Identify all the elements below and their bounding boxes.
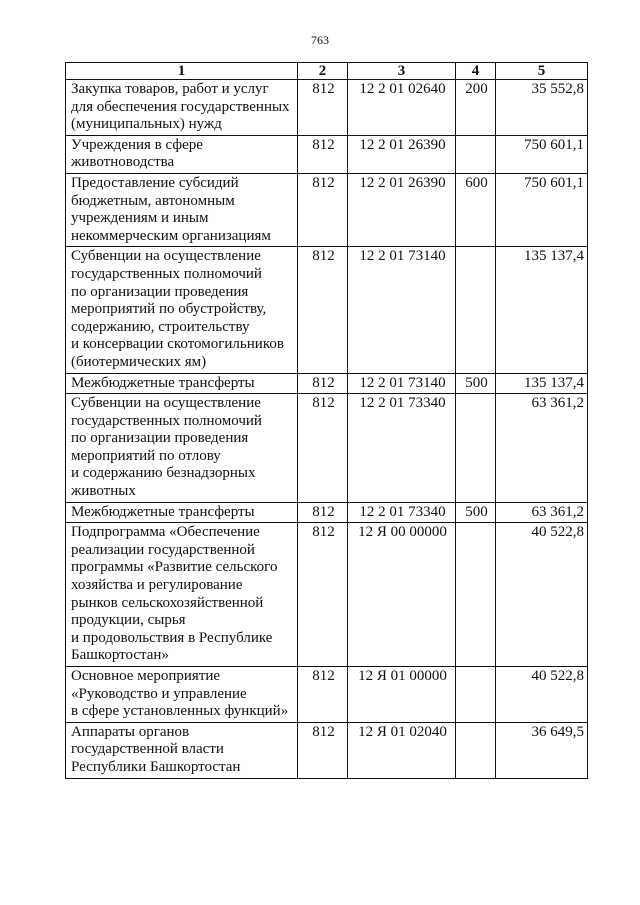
table-row xyxy=(66,247,588,373)
row-chapter: 812 xyxy=(298,523,348,667)
row-amount: 36 649,5 xyxy=(496,722,588,778)
row-code: 12 2 01 73340 xyxy=(348,502,456,523)
header-col-4: 4 xyxy=(456,63,496,80)
row-expense-type: 500 xyxy=(456,373,496,394)
row-expense-type xyxy=(456,247,496,373)
row-code: 12 Я 01 02040 xyxy=(348,722,456,778)
row-name: Межбюджетные трансферты xyxy=(66,502,298,523)
table-row xyxy=(66,394,588,503)
row-name: Учреждения в сфере животноводства xyxy=(66,135,298,173)
row-amount: 135 137,4 xyxy=(496,247,588,373)
table-row xyxy=(66,523,588,667)
row-chapter: 812 xyxy=(298,502,348,523)
row-amount: 40 522,8 xyxy=(496,667,588,723)
row-expense-type xyxy=(456,523,496,667)
row-code: 12 2 01 73140 xyxy=(348,373,456,394)
row-code: 12 2 01 73340 xyxy=(348,394,456,503)
row-chapter: 812 xyxy=(298,667,348,723)
row-name: Межбюджетные трансферты xyxy=(66,373,298,394)
row-expense-type: 600 xyxy=(456,173,496,246)
page-number: 763 xyxy=(311,33,329,47)
row-expense-type xyxy=(456,135,496,173)
row-code: 12 2 01 02640 xyxy=(348,80,456,136)
row-expense-type: 200 xyxy=(456,80,496,136)
row-chapter: 812 xyxy=(298,135,348,173)
table-header-row xyxy=(66,63,588,80)
row-amount: 750 601,1 xyxy=(496,135,588,173)
budget-table xyxy=(65,62,588,779)
row-expense-type xyxy=(456,722,496,778)
row-code: 12 2 01 73140 xyxy=(348,247,456,373)
row-amount: 40 522,8 xyxy=(496,523,588,667)
row-chapter: 812 xyxy=(298,247,348,373)
row-name: Подпрограмма «Обеспечение реализации государственной программы «Развитие сельского хозяйства и регулирование рынков сельскохозяйственной продукции, сырья и продовольствия в Республике Башкортостан» xyxy=(66,523,298,667)
row-chapter: 812 xyxy=(298,373,348,394)
header-col-1: 1 xyxy=(66,63,298,80)
header-col-3: 3 xyxy=(348,63,456,80)
row-name: Субвенции на осуществление государственных полномочий по организации проведения мероприятий по отлову и содержанию безнадзорных животных xyxy=(66,394,298,503)
row-code: 12 2 01 26390 xyxy=(348,173,456,246)
row-code: 12 Я 01 00000 xyxy=(348,667,456,723)
row-amount: 63 361,2 xyxy=(496,502,588,523)
row-amount: 35 552,8 xyxy=(496,80,588,136)
row-code: 12 Я 00 00000 xyxy=(348,523,456,667)
row-amount: 750 601,1 xyxy=(496,173,588,246)
row-amount: 135 137,4 xyxy=(496,373,588,394)
row-name: Основное мероприятие «Руководство и управление в сфере установленных функций» xyxy=(66,667,298,723)
table-row xyxy=(66,502,588,523)
row-name: Субвенции на осуществление государственных полномочий по организации проведения мероприятий по обустройству, содержанию, строительству и консервации скотомогильников (биотермических ям) xyxy=(66,247,298,373)
row-name: Аппараты органов государственной власти Республики Башкортостан xyxy=(66,722,298,778)
table-row xyxy=(66,135,588,173)
table-row xyxy=(66,173,588,246)
row-expense-type xyxy=(456,394,496,503)
row-amount: 63 361,2 xyxy=(496,394,588,503)
table-row xyxy=(66,667,588,723)
row-name: Закупка товаров, работ и услуг для обеспечения государственных (муниципальных) нужд xyxy=(66,80,298,136)
table-row xyxy=(66,722,588,778)
row-chapter: 812 xyxy=(298,80,348,136)
table-row xyxy=(66,373,588,394)
row-chapter: 812 xyxy=(298,173,348,246)
row-chapter: 812 xyxy=(298,722,348,778)
row-code: 12 2 01 26390 xyxy=(348,135,456,173)
header-col-2: 2 xyxy=(298,63,348,80)
row-name: Предоставление субсидий бюджетным, автономным учреждениям и иным некоммерческим организациям xyxy=(66,173,298,246)
row-expense-type: 500 xyxy=(456,502,496,523)
row-chapter: 812 xyxy=(298,394,348,503)
table-row xyxy=(66,80,588,136)
row-expense-type xyxy=(456,667,496,723)
header-col-5: 5 xyxy=(496,63,588,80)
